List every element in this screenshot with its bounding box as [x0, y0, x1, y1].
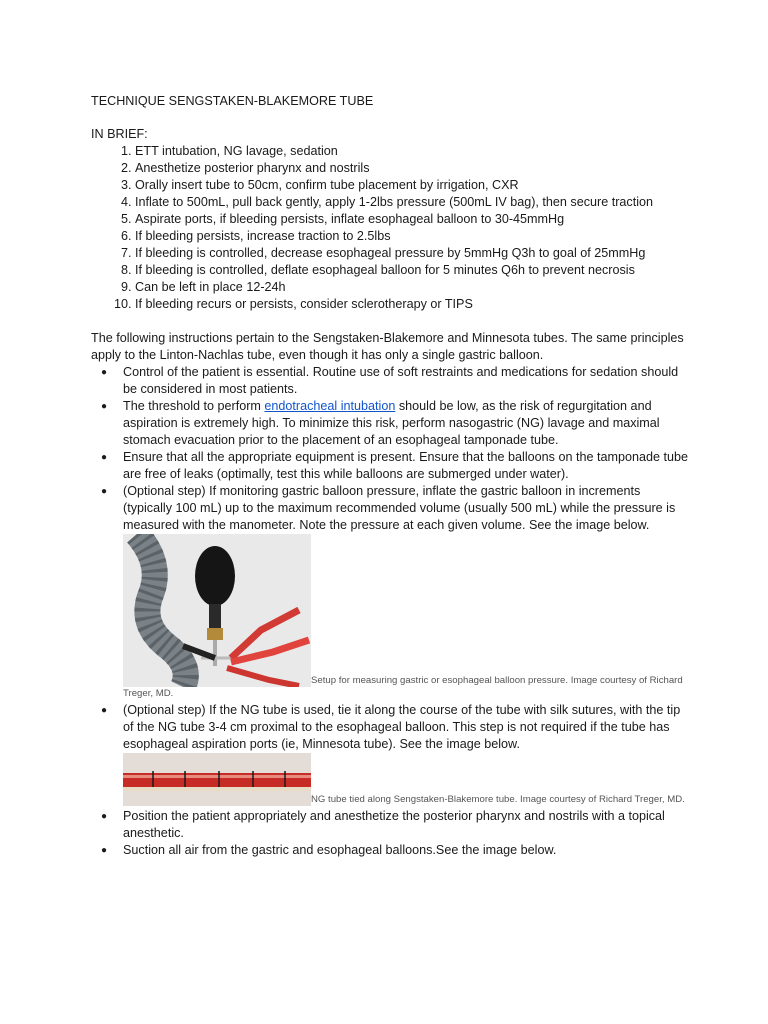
step-item: ● Control of the patient is essential. Routine use of soft restraints and medications for sedation should be considered in most patients.	[123, 364, 688, 398]
step-text: The threshold to perform	[123, 399, 265, 413]
endotracheal-intubation-link[interactable]: endotracheal intubation	[264, 399, 396, 413]
brief-item: 1. ETT intubation, NG lavage, sedation	[135, 143, 688, 160]
brief-label: IN BRIEF:	[91, 127, 148, 141]
step-item	[123, 702, 688, 806]
step-item	[123, 398, 688, 449]
intro-paragraph: The following instructions pertain to the Sengstaken-Blakemore and Minnesota tubes. The same principles apply to the Linton-Nachlas tube, even though it has only a single gastric balloon.	[91, 331, 684, 362]
brief-item: 3. Orally insert tube to 50cm, confirm tube placement by irrigation, CXR	[135, 177, 688, 194]
balloon-pressure-setup-image	[123, 534, 311, 687]
brief-item: 2. Anesthetize posterior pharynx and nostrils	[135, 160, 688, 177]
steps-list	[91, 364, 688, 859]
document-title: TECHNIQUE SENGSTAKEN-BLAKEMORE TUBE	[91, 94, 374, 108]
figure-ng-tube	[123, 753, 688, 806]
step-item: ● Suction all air from the gastric and esophageal balloons.See the image below.	[123, 842, 688, 859]
brief-item: 10. If bleeding recurs or persists, consider sclerotherapy or TIPS	[135, 296, 688, 313]
step-text: (Optional step) If the NG tube is used, tie it along the course of the tube with silk sutures, with the tip of the NG tube 3-4 cm proximal to the esophageal balloon. This step is not required if the tube has esophageal aspiration ports (ie, Minnesota tube). See the image below.	[123, 703, 681, 751]
step-item	[123, 483, 688, 700]
brief-item: 8. If bleeding is controlled, deflate esophageal balloon for 5 minutes Q6h to prevent necrosis	[135, 262, 688, 279]
brief-item: 7. If bleeding is controlled, decrease esophageal pressure by 5mmHg Q3h to goal of 25mmHg	[135, 245, 688, 262]
step-text: should be low, as the risk of regurgitation and aspiration is extremely high. To minimize this risk, perform nasogastric (NG) lavage and maximal stomach evacuation prior to the placement of an esophageal tamponade tube.	[123, 399, 660, 447]
figure-caption: NG tube tied along Sengstaken-Blakemore tube. Image courtesy of Richard Treger, MD.	[311, 794, 685, 805]
figure-caption: Setup for measuring gastric or esophageal balloon pressure. Image courtesy of Richard Treger, MD.	[123, 675, 683, 699]
step-item: ● Ensure that all the appropriate equipment is present. Ensure that the balloons on the tamponade tube are free of leaks (optimally, test this while balloons are submerged under water).	[123, 449, 688, 483]
brief-list	[91, 143, 688, 313]
ng-tube-image	[123, 753, 311, 806]
brief-item: 4. Inflate to 500mL, pull back gently, apply 1-2lbs pressure (500mL IV bag), then secure traction	[135, 194, 688, 211]
figure-balloon-pressure	[123, 534, 688, 700]
brief-item: 6. If bleeding persists, increase traction to 2.5lbs	[135, 228, 688, 245]
brief-item: 9. Can be left in place 12-24h	[135, 279, 688, 296]
step-item: ● Position the patient appropriately and anesthetize the posterior pharynx and nostrils with a topical anesthetic.	[123, 808, 688, 842]
brief-item: 5. Aspirate ports, if bleeding persists, inflate esophageal balloon to 30-45mmHg	[135, 211, 688, 228]
step-text: (Optional step) If monitoring gastric balloon pressure, inflate the gastric balloon in increments (typically 100 mL) up to the maximum recommended volume (usually 500 mL) while the pressure is measured with the manometer. Note the pressure at each given volume. See the image below.	[123, 484, 676, 532]
